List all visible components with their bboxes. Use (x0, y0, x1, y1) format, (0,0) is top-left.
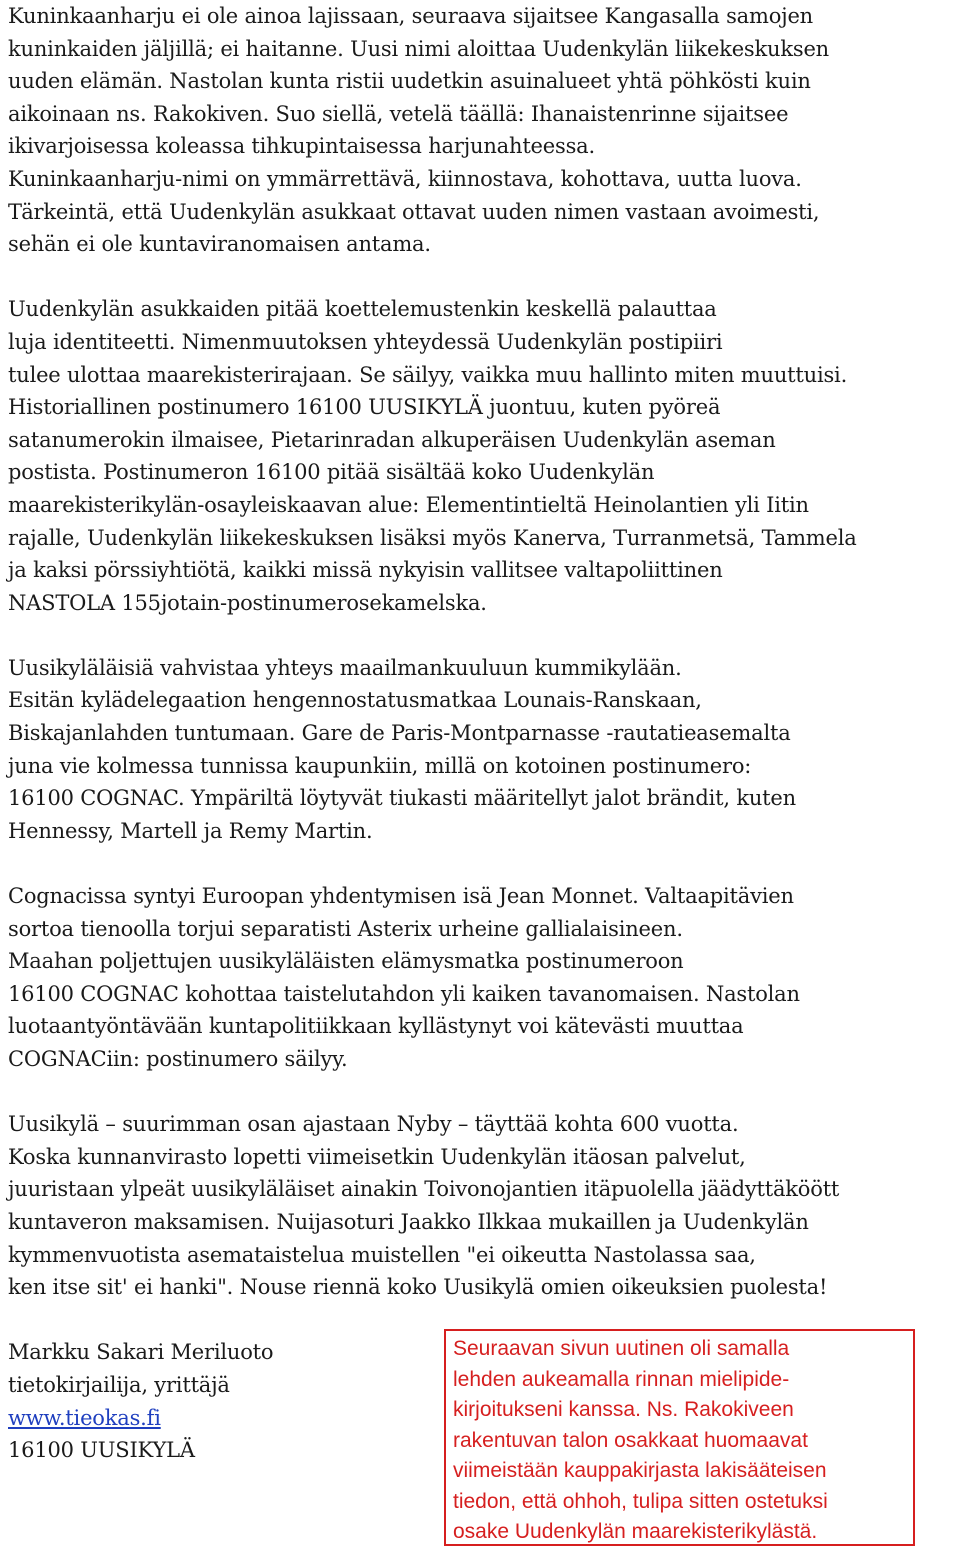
text-line: satanumerokin ilmaisee, Pietarinradan alkuperäisen Uudenkylän aseman (8, 427, 776, 452)
text-line: Tärkeintä, että Uudenkylän asukkaat ottavat uuden nimen vastaan avoimesti, (8, 199, 820, 224)
paragraph-5 (8, 1108, 960, 1304)
text-line: Maahan poljettujen uusikyläläisten elämysmatka postinumeroon (8, 949, 684, 974)
text-line: maarekisterikylän-osayleiskaavan alue: Elementintieltä Heinolantien yli Iitin (8, 492, 809, 517)
text-line: uuden elämän. Nastolan kunta ristii uudetkin asuinalueet yhtä pöhkösti kuin (8, 69, 811, 94)
text-line: kymmenvuotista asemataistelua muistellen "ei oikeutta Nastolassa saa, (8, 1242, 756, 1267)
text-line: kuntaveron maksamisen. Nuijasoturi Jaakko Ilkkaa mukaillen ja Uudenkylän (8, 1209, 809, 1234)
text-line: ja kaksi pörssiyhtiötä, kaikki missä nykyisin vallitsee valtapoliittinen (8, 558, 723, 583)
text-line: 16100 COGNAC kohottaa taistelutahdon yli kaiken tavanomaisen. Nastolan (8, 981, 800, 1006)
note-box (444, 1329, 915, 1546)
paragraph-spacer (8, 261, 960, 294)
text-line: Esitän kylädelegaation hengennostatusmatkaa Lounais-Ranskaan, (8, 688, 702, 713)
note-line: lehden aukeamalla rinnan mielipide- (453, 1367, 790, 1391)
note-line: osake Uudenkylän maarekisterikylästä. (453, 1520, 818, 1543)
text-line: COGNACiin: postinumero säilyy. (8, 1047, 348, 1071)
note-line: tiedon, että ohhoh, tulipa sitten ostetuksi (453, 1489, 828, 1513)
text-line: Uusikyläläisiä vahvistaa yhteys maailmankuuluun kummikylään. (8, 655, 682, 680)
text-line: tulee ulottaa maarekisterirajaan. Se säilyy, vaikka muu hallinto miten muuttuisi. (8, 362, 848, 387)
text-line: juna vie kolmessa tunnissa kaupunkiin, millä on kotoinen postinumero: (8, 753, 752, 778)
text-line: NASTOLA 155jotain-postinumerosekamelska. (8, 590, 487, 615)
text-line: 16100 COGNAC. Ympäriltä löytyvät tiukasti määritellyt jalot brändit, kuten (8, 786, 796, 811)
text-line: Koska kunnanvirasto lopetti viimeisetkin Uudenkylän itäosan palvelut, (8, 1144, 746, 1169)
text-line: ken itse sit' ei hanki". Nouse riennä koko Uusikylä omien oikeuksien puolesta! (8, 1275, 828, 1300)
text-line: juuristaan ylpeät uusikyläläiset ainakin Toivonojantien itäpuolella jäädyttäköött (8, 1177, 840, 1202)
text-line: kuninkaiden jäljillä; ei haitanne. Uusi nimi aloittaa Uudenkylän liikekeskuksen (8, 36, 830, 61)
text-line: Historiallinen postinumero 16100 UUSIKYLÄ juontuu, kuten pyöreä (8, 395, 721, 420)
text-line: Uusikylä – suurimman osan ajastaan Nyby – täyttää kohta 600 vuotta. (8, 1112, 739, 1137)
text-line: Kuninkaanharju-nimi on ymmärrettävä, kiinnostava, kohottava, uutta luova. (8, 166, 802, 191)
text-line: luotaantyöntävään kuntapolitiikkaan kyllästynyt voi kätevästi muuttaa (8, 1014, 744, 1039)
text-line: sortoa tienoolla torjui separatisti Asterix urheine gallialaisineen. (8, 916, 683, 941)
paragraph-spacer (8, 1076, 960, 1109)
text-line: Hennessy, Martell ja Remy Martin. (8, 818, 373, 843)
paragraph-2 (8, 293, 960, 619)
paragraph-1 (8, 0, 960, 261)
paragraph-4 (8, 880, 960, 1076)
note-line: Seuraavan sivun uutinen oli samalla (453, 1337, 790, 1360)
document-body (8, 0, 960, 1467)
text-line: rajalle, Uudenkylän liikekeskuksen lisäksi myös Kanerva, Turranmetsä, Tammela (8, 525, 857, 550)
text-line: sehän ei ole kuntaviranomaisen antama. (8, 232, 431, 257)
author-name: Markku Sakari Meriluoto (8, 1340, 274, 1365)
paragraph-spacer (8, 847, 960, 880)
text-line: Uudenkylän asukkaiden pitää koettelemustenkin keskellä palauttaa (8, 297, 717, 322)
text-line: postista. Postinumeron 16100 pitää sisältää koko Uudenkylän (8, 460, 655, 485)
author-title: tietokirjailija, yrittäjä (8, 1372, 230, 1397)
text-line: Kuninkaanharju ei ole ainoa lajissaan, seuraava sijaitsee Kangasalla samojen (8, 4, 814, 28)
text-line: aikoinaan ns. Rakokiven. Suo siellä, vetelä täällä: Ihanaistenrinne sijaitsee (8, 101, 789, 126)
note-line: kirjoitukseni kanssa. Ns. Rakokiveen (453, 1398, 794, 1421)
text-line: Cognacissa syntyi Euroopan yhdentymisen isä Jean Monnet. Valtaapitävien (8, 884, 794, 909)
text-line: Biskajanlahden tuntumaan. Gare de Paris-Montparnasse -rautatieasemalta (8, 721, 791, 746)
website-link[interactable]: www.tieokas.fi (8, 1405, 161, 1430)
paragraph-spacer (8, 619, 960, 652)
text-line: luja identiteetti. Nimenmuutoksen yhteydessä Uudenkylän postipiiri (8, 329, 723, 354)
paragraph-3 (8, 652, 960, 848)
note-line: viimeistään kauppakirjasta lakisääteisen (453, 1459, 827, 1482)
note-line: rakentuvan talon osakkaat huomaavat (453, 1428, 808, 1452)
postal-address: 16100 UUSIKYLÄ (8, 1438, 195, 1463)
text-line: ikivarjoisessa koleassa tihkupintaisessa harjunahteessa. (8, 134, 595, 159)
